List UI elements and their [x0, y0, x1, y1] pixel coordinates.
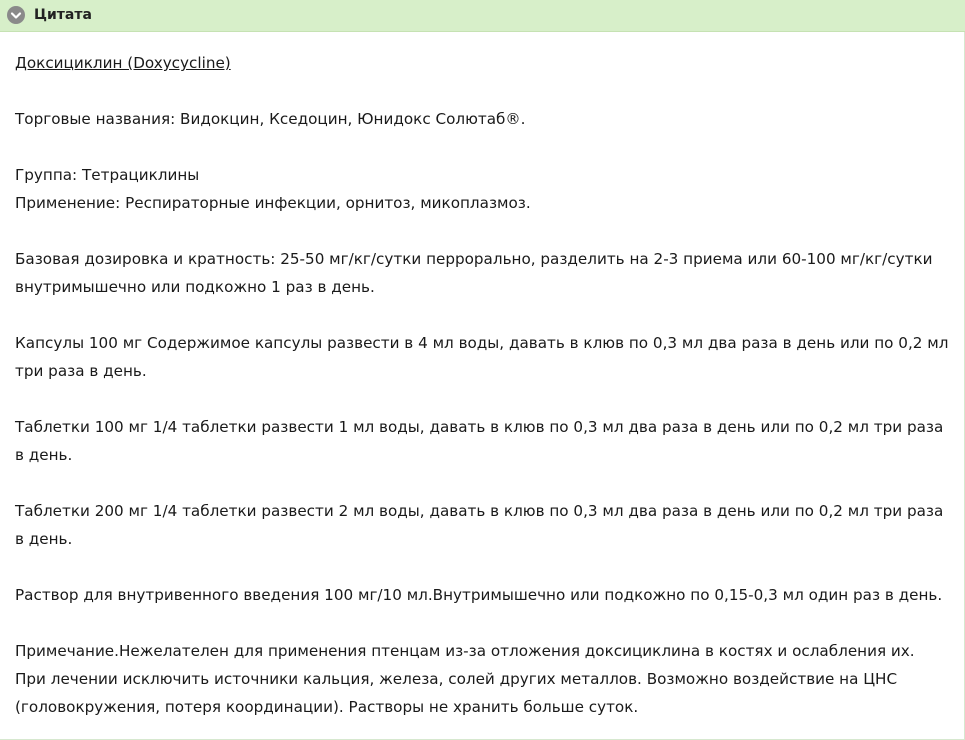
trade-names-text: Торговые названия: Видокцин, Кседоцин, Юнидокс Солютаб®.: [15, 110, 526, 128]
solution-text: Раствор для внутривенного введения 100 мг/10 мл.Внутримышечно или подкожно по 0,15-0,3 мл один раз в день.: [15, 586, 943, 604]
chevron-down-icon[interactable]: [7, 6, 25, 24]
base-dosage-text: Базовая дозировка и кратность: 25-50 мг/кг/сутки перрорально, разделить на 2-3 приема или 60-100 мг/кг/сутки внутримышечно или подкожно 1 раз в день.: [15, 250, 933, 296]
tablets-200-text: Таблетки 200 мг 1/4 таблетки развести 2 мл воды, давать в клюв по 0,3 мл два раза в день или по 0,2 мл три раза в день.: [15, 502, 944, 548]
quote-header[interactable]: [0, 0, 965, 32]
group-text: Группа: Тетрациклины: [15, 166, 200, 184]
note-text: Примечание.Нежелателен для применения птенцам из-за отложения доксициклина в костях и ослабления их. При лечении исключить источники кальция, железа, солей других металлов. Возможно воздействие на ЦНС (головокружения, потеря координации). Растворы не хранить больше суток.: [15, 642, 915, 716]
capsules-text: Капсулы 100 мг Содержимое капсулы развести в 4 мл воды, давать в клюв по 0,3 мл два раза в день или по 0,2 мл три раза в день.: [15, 334, 949, 380]
application-text: Применение: Респираторные инфекции, орнитоз, микоплазмоз.: [15, 194, 531, 212]
quote-body: [15, 49, 950, 721]
tablets-100-text: Таблетки 100 мг 1/4 таблетки развести 1 мл воды, давать в клюв по 0,3 мл два раза в день или по 0,2 мл три раза в день.: [15, 418, 944, 464]
drug-link[interactable]: Доксициклин (Doxycycline): [15, 54, 231, 72]
quote-title: Цитата: [34, 7, 92, 23]
